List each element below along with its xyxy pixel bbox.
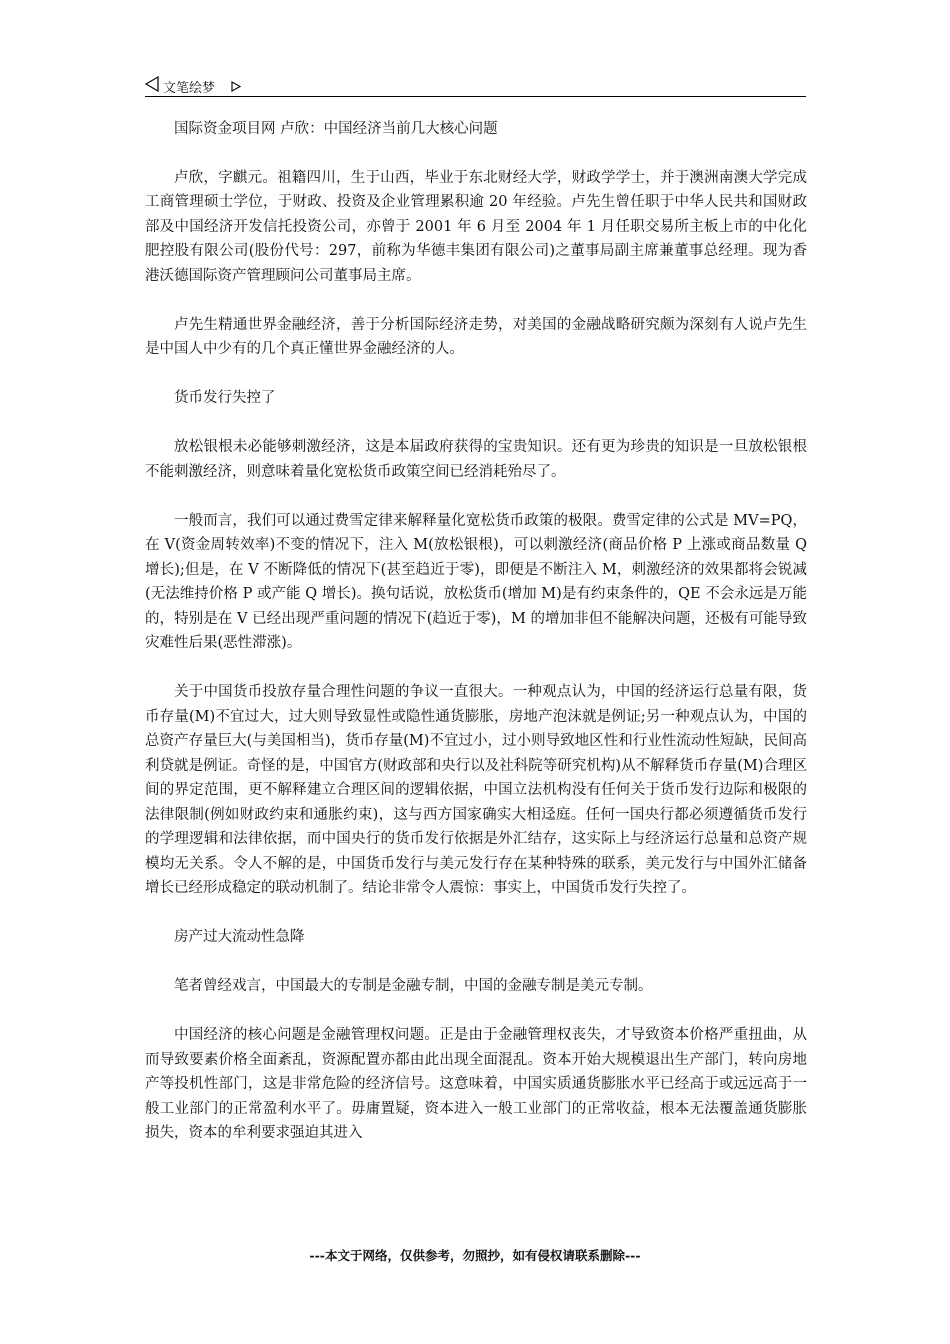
triangle-right-outline-icon [231, 77, 241, 96]
article-title: 国际资金项目网 卢欣：中国经济当前几大核心问题 [174, 121, 498, 137]
author-bio-paragraph: 卢欣，字麒元。祖籍四川，生于山西，毕业于东北财经大学，财政学学士，并于澳洲南澳大学完成工商管理硕士学位，于财政、投资及企业管理累积逾 20 年经验。卢先生曾任职于中华人民共和国财政部及中国经济开发信托投资公司，亦曾于 2001 年 6 月至 2004 年 1 月任职交易所主板上市的中化化肥控股有限公司(股份代号：297，前称为华德丰集团有限公司)之董事局副主席兼董事总经理。现为香港沃德国际资产管理顾问公司董事局主席。 [145, 169, 807, 284]
body-paragraph: 放松银根未必能够刺激经济，这是本届政府获得的宝贵知识。还有更为珍贵的知识是一旦放松银根不能刺激经济，则意味着量化宽松货币政策空间已经消耗殆尽了。 [145, 439, 807, 480]
triangle-left-outline-icon [145, 76, 159, 96]
section-heading-property: 房产过大流动性急降 [174, 929, 305, 945]
body-paragraph: 关于中国货币投放存量合理性问题的争议一直很大。一种观点认为，中国的经济运行总量有限，货币存量(M)不宜过大，过大则导致显性或隐性通货膨胀，房地产泡沫就是例证;另一种观点认为，中国的总资产存量巨大(与美国相当)，货币存量(M)不宜过小，过小则导致地区性和行业性流动性短缺，民间高利贷就是例证。奇怪的是，中国官方(财政部和央行以及社科院等研究机构)从不解释货币存量(M)合理区间的界定范围，更不解释建立合理区间的逻辑依据，中国立法机构没有任何关于货币发行边际和极限的法律限制(例如财政约束和通胀约束)，这与西方国家确实大相迳庭。任何一国央行都必须遵循货币发行的学理逻辑和法律依据，而中国央行的货币发行依据是外汇结存，这实际上与经济运行总量和总资产规模均无关系。令人不解的是，中国货币发行与美元发行存在某种特殊的联系，美元发行与中国外汇储备增长已经形成稳定的联动机制了。结论非常令人震惊：事实上，中国货币发行失控了。 [145, 684, 807, 896]
document-body [145, 117, 807, 1170]
body-paragraph: 一般而言，我们可以通过费雪定律来解释量化宽松货币政策的极限。费雪定律的公式是 MV=PQ，在 V(资金周转效率)不变的情况下，注入 M(放松银根)，可以刺激经济(商品价格 P 上涨或商品数量 Q 增长);但是，在 V 不断降低的情况下(甚至趋近于零)，即便是不断注入 M，刺激经济的效果都将会锐减(无法维持价格 P 或产能 Q 增长)。换句话说，放松货币(增加 M)是有约束条件的，QE 不会永远是万能的，特别是在 V 已经出现严重问题的情况下(趋近于零)，M 的增加非但不能解决问题，还极有可能导致灾难性后果(恶性滞涨)。 [145, 512, 807, 651]
body-paragraph: 中国经济的核心问题是金融管理权问题。正是由于金融管理权丧失，才导致资本价格严重扭曲，从而导致要素价格全面紊乱，资源配置亦都由此出现全面混乱。资本开始大规模退出生产部门，转向房地产等投机性部门，这是非常危险的经济信号。这意味着，中国实质通货膨胀水平已经高于或远远高于一般工业部门的正常盈利水平了。毋庸置疑，资本进入一般工业部门的正常收益，根本无法覆盖通货膨胀损失，资本的牟利要求强迫其进入 [145, 1027, 807, 1141]
body-paragraph: 笔者曾经戏言，中国最大的专制是金融专制，中国的金融专制是美元专制。 [174, 978, 653, 994]
page-header [145, 74, 806, 97]
header-brand: 文笔绘梦 [163, 81, 216, 96]
footer-disclaimer: ---本文于网络，仅供参考，勿照抄，如有侵权请联系删除--- [309, 1248, 641, 1263]
author-expertise-paragraph: 卢先生精通世界金融经济，善于分析国际经济走势，对美国的金融战略研究颇为深刻有人说卢先生是中国人中少有的几个真正懂世界金融经济的人。 [145, 316, 807, 357]
section-heading-currency: 货币发行失控了 [174, 390, 276, 406]
